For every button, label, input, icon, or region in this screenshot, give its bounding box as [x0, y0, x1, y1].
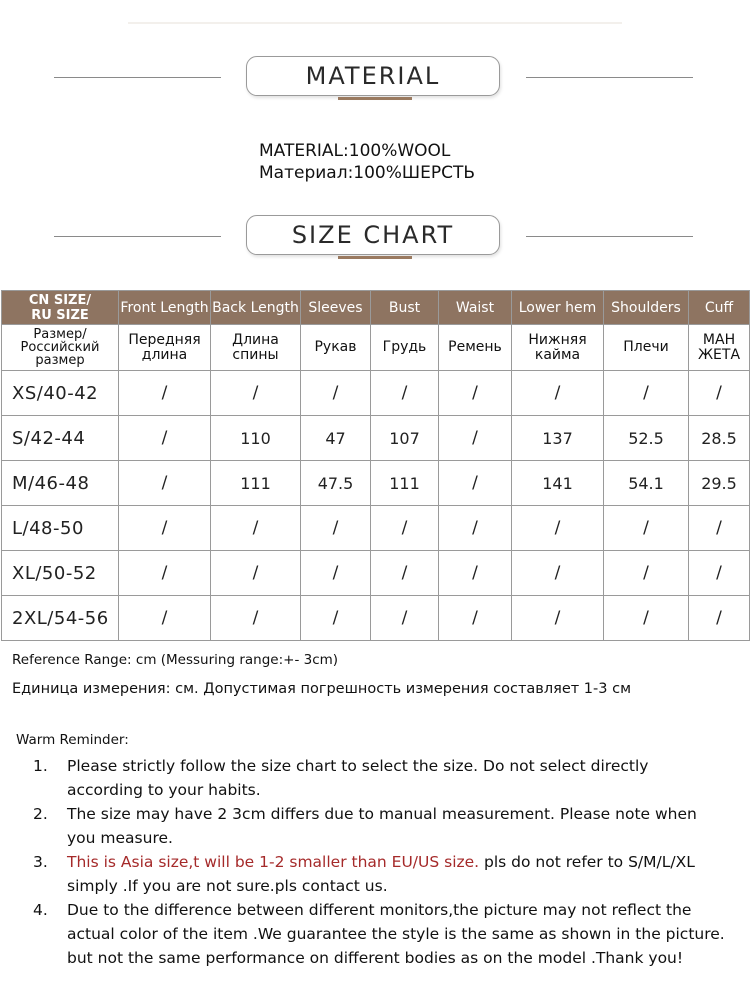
measurement-cell: 47.5 [301, 461, 371, 506]
measurement-cell: / [512, 596, 604, 641]
reminder-item-body: Please strictly follow the size chart to select the size. Do not select directly according to your habits. [67, 757, 649, 799]
table-row [2, 371, 750, 416]
measurement-cell: / [512, 506, 604, 551]
measurement-cell: / [301, 506, 371, 551]
column-header-ru: Длина спины [211, 325, 301, 371]
size-cell: XS/40-42 [2, 371, 119, 416]
measurement-cell: 107 [371, 416, 439, 461]
measurement-cell: / [211, 506, 301, 551]
size-cell: M/46-48 [2, 461, 119, 506]
column-header-en: Front Length [119, 291, 211, 325]
measurement-cell: / [689, 551, 750, 596]
table-row [2, 506, 750, 551]
column-header-ru: Плечи [604, 325, 689, 371]
size-chart-section-header [0, 214, 750, 260]
column-header-ru: Передняя длина [119, 325, 211, 371]
material-text [259, 140, 475, 184]
measurement-cell: / [119, 416, 211, 461]
measurement-cell: / [512, 551, 604, 596]
column-header-en: Lower hem [512, 291, 604, 325]
header-line-right [526, 236, 693, 237]
material-line-en: MATERIAL:100%WOOL [259, 141, 451, 161]
measurement-cell: / [604, 551, 689, 596]
reminder-item-body: Due to the difference between different monitors,the picture may not reflect the actual color of the item .We guarantee the style is the same as shown in the picture. but not the same performance on different bodies as on the model .Thank you! [67, 901, 725, 967]
reminder-item-body: The size may have 2 3cm differs due to manual measurement. Please note when you measure. [67, 805, 697, 847]
table-row [2, 461, 750, 506]
measurement-cell: / [371, 551, 439, 596]
measurement-cell: 137 [512, 416, 604, 461]
measurement-cell: / [604, 371, 689, 416]
table-row [2, 596, 750, 641]
column-header-en: Cuff [689, 291, 750, 325]
warm-reminder [16, 728, 746, 970]
reminder-item-number: 1. [33, 757, 48, 775]
measurement-cell: / [371, 596, 439, 641]
reference-range-en: Reference Range: cm (Messuring range:+- 3cm) [12, 652, 339, 668]
measurement-cell: / [371, 506, 439, 551]
size-column-header-ru: Размер/ Российский размер [2, 325, 119, 371]
measurement-cell: 54.1 [604, 461, 689, 506]
measurement-cell: 111 [371, 461, 439, 506]
measurement-cell: / [689, 596, 750, 641]
measurement-cell: / [439, 596, 512, 641]
column-header-en: Bust [371, 291, 439, 325]
column-header-ru: Ремень [439, 325, 512, 371]
material-line-ru: Материал:100%ШЕРСТЬ [259, 163, 475, 183]
measurement-cell: 110 [211, 416, 301, 461]
measurement-cell: / [119, 596, 211, 641]
header-line-left [54, 236, 221, 237]
column-header-en: Sleeves [301, 291, 371, 325]
size-chart-header-label: SIZE CHART [246, 215, 500, 255]
reminder-title: Warm Reminder: [16, 732, 129, 748]
measurement-cell: / [439, 416, 512, 461]
measurement-cell: / [439, 461, 512, 506]
table-row [2, 416, 750, 461]
size-cell: XL/50-52 [2, 551, 119, 596]
reminder-item-number: 4. [33, 901, 48, 919]
measurement-cell: 52.5 [604, 416, 689, 461]
column-header-ru: Грудь [371, 325, 439, 371]
reminder-item-text [67, 754, 727, 802]
measurement-cell: 29.5 [689, 461, 750, 506]
reminder-item-text [67, 802, 727, 850]
header-accent-bar [338, 256, 412, 259]
size-chart-table [1, 290, 750, 641]
reference-range-ru: Единица измерения: см. Допустимая погрешность измерения составляет 1-3 см [12, 681, 632, 697]
top-divider [128, 22, 622, 24]
column-header-ru: Рукав [301, 325, 371, 371]
header-row-ru [2, 325, 750, 371]
reminder-item-text [67, 898, 727, 970]
measurement-cell: / [211, 596, 301, 641]
reminder-item [16, 898, 746, 970]
reminder-item-number: 3. [33, 853, 48, 871]
measurement-cell: / [119, 506, 211, 551]
measurement-cell: / [301, 596, 371, 641]
column-header-en: Shoulders [604, 291, 689, 325]
measurement-cell: / [439, 506, 512, 551]
measurement-cell: / [689, 506, 750, 551]
size-cell: 2XL/54-56 [2, 596, 119, 641]
reminder-item [16, 754, 746, 802]
reminder-item-number: 2. [33, 805, 48, 823]
measurement-cell: / [371, 371, 439, 416]
header-row-en [2, 291, 750, 325]
measurement-cell: 28.5 [689, 416, 750, 461]
column-header-ru: Нижняя кайма [512, 325, 604, 371]
measurement-cell: / [211, 371, 301, 416]
column-header-ru: МАН ЖЕТА [689, 325, 750, 371]
measurement-cell: / [119, 461, 211, 506]
measurement-cell: / [439, 371, 512, 416]
column-header-en: Waist [439, 291, 512, 325]
measurement-cell: / [211, 551, 301, 596]
measurement-cell: / [604, 506, 689, 551]
size-cell: S/42-44 [2, 416, 119, 461]
measurement-cell: 111 [211, 461, 301, 506]
measurement-cell: / [301, 551, 371, 596]
reminder-item [16, 850, 746, 898]
material-header-label: MATERIAL [246, 56, 500, 96]
measurement-cell: / [604, 596, 689, 641]
measurement-cell: / [439, 551, 512, 596]
measurement-cell: / [119, 371, 211, 416]
measurement-cell: 47 [301, 416, 371, 461]
measurement-cell: / [689, 371, 750, 416]
header-accent-bar [338, 97, 412, 100]
reminder-warning-text: This is Asia size,t will be 1-2 smaller than EU/US size. [67, 853, 480, 871]
header-line-left [54, 77, 221, 78]
reminder-item-body: pls do not refer to S/M/L/XL simply .If you are not sure.pls contact us. [67, 853, 695, 895]
measurement-cell: / [119, 551, 211, 596]
measurement-cell: / [512, 371, 604, 416]
measurement-cell: / [301, 371, 371, 416]
reminder-list [16, 754, 746, 970]
header-line-right [526, 77, 693, 78]
column-header-en: Back Length [211, 291, 301, 325]
measurement-cell: 141 [512, 461, 604, 506]
size-cell: L/48-50 [2, 506, 119, 551]
reminder-item-text [67, 850, 727, 898]
size-column-header-en: CN SIZE/ RU SIZE [2, 291, 119, 325]
material-section-header [0, 55, 750, 101]
table-row [2, 551, 750, 596]
reminder-item [16, 802, 746, 850]
